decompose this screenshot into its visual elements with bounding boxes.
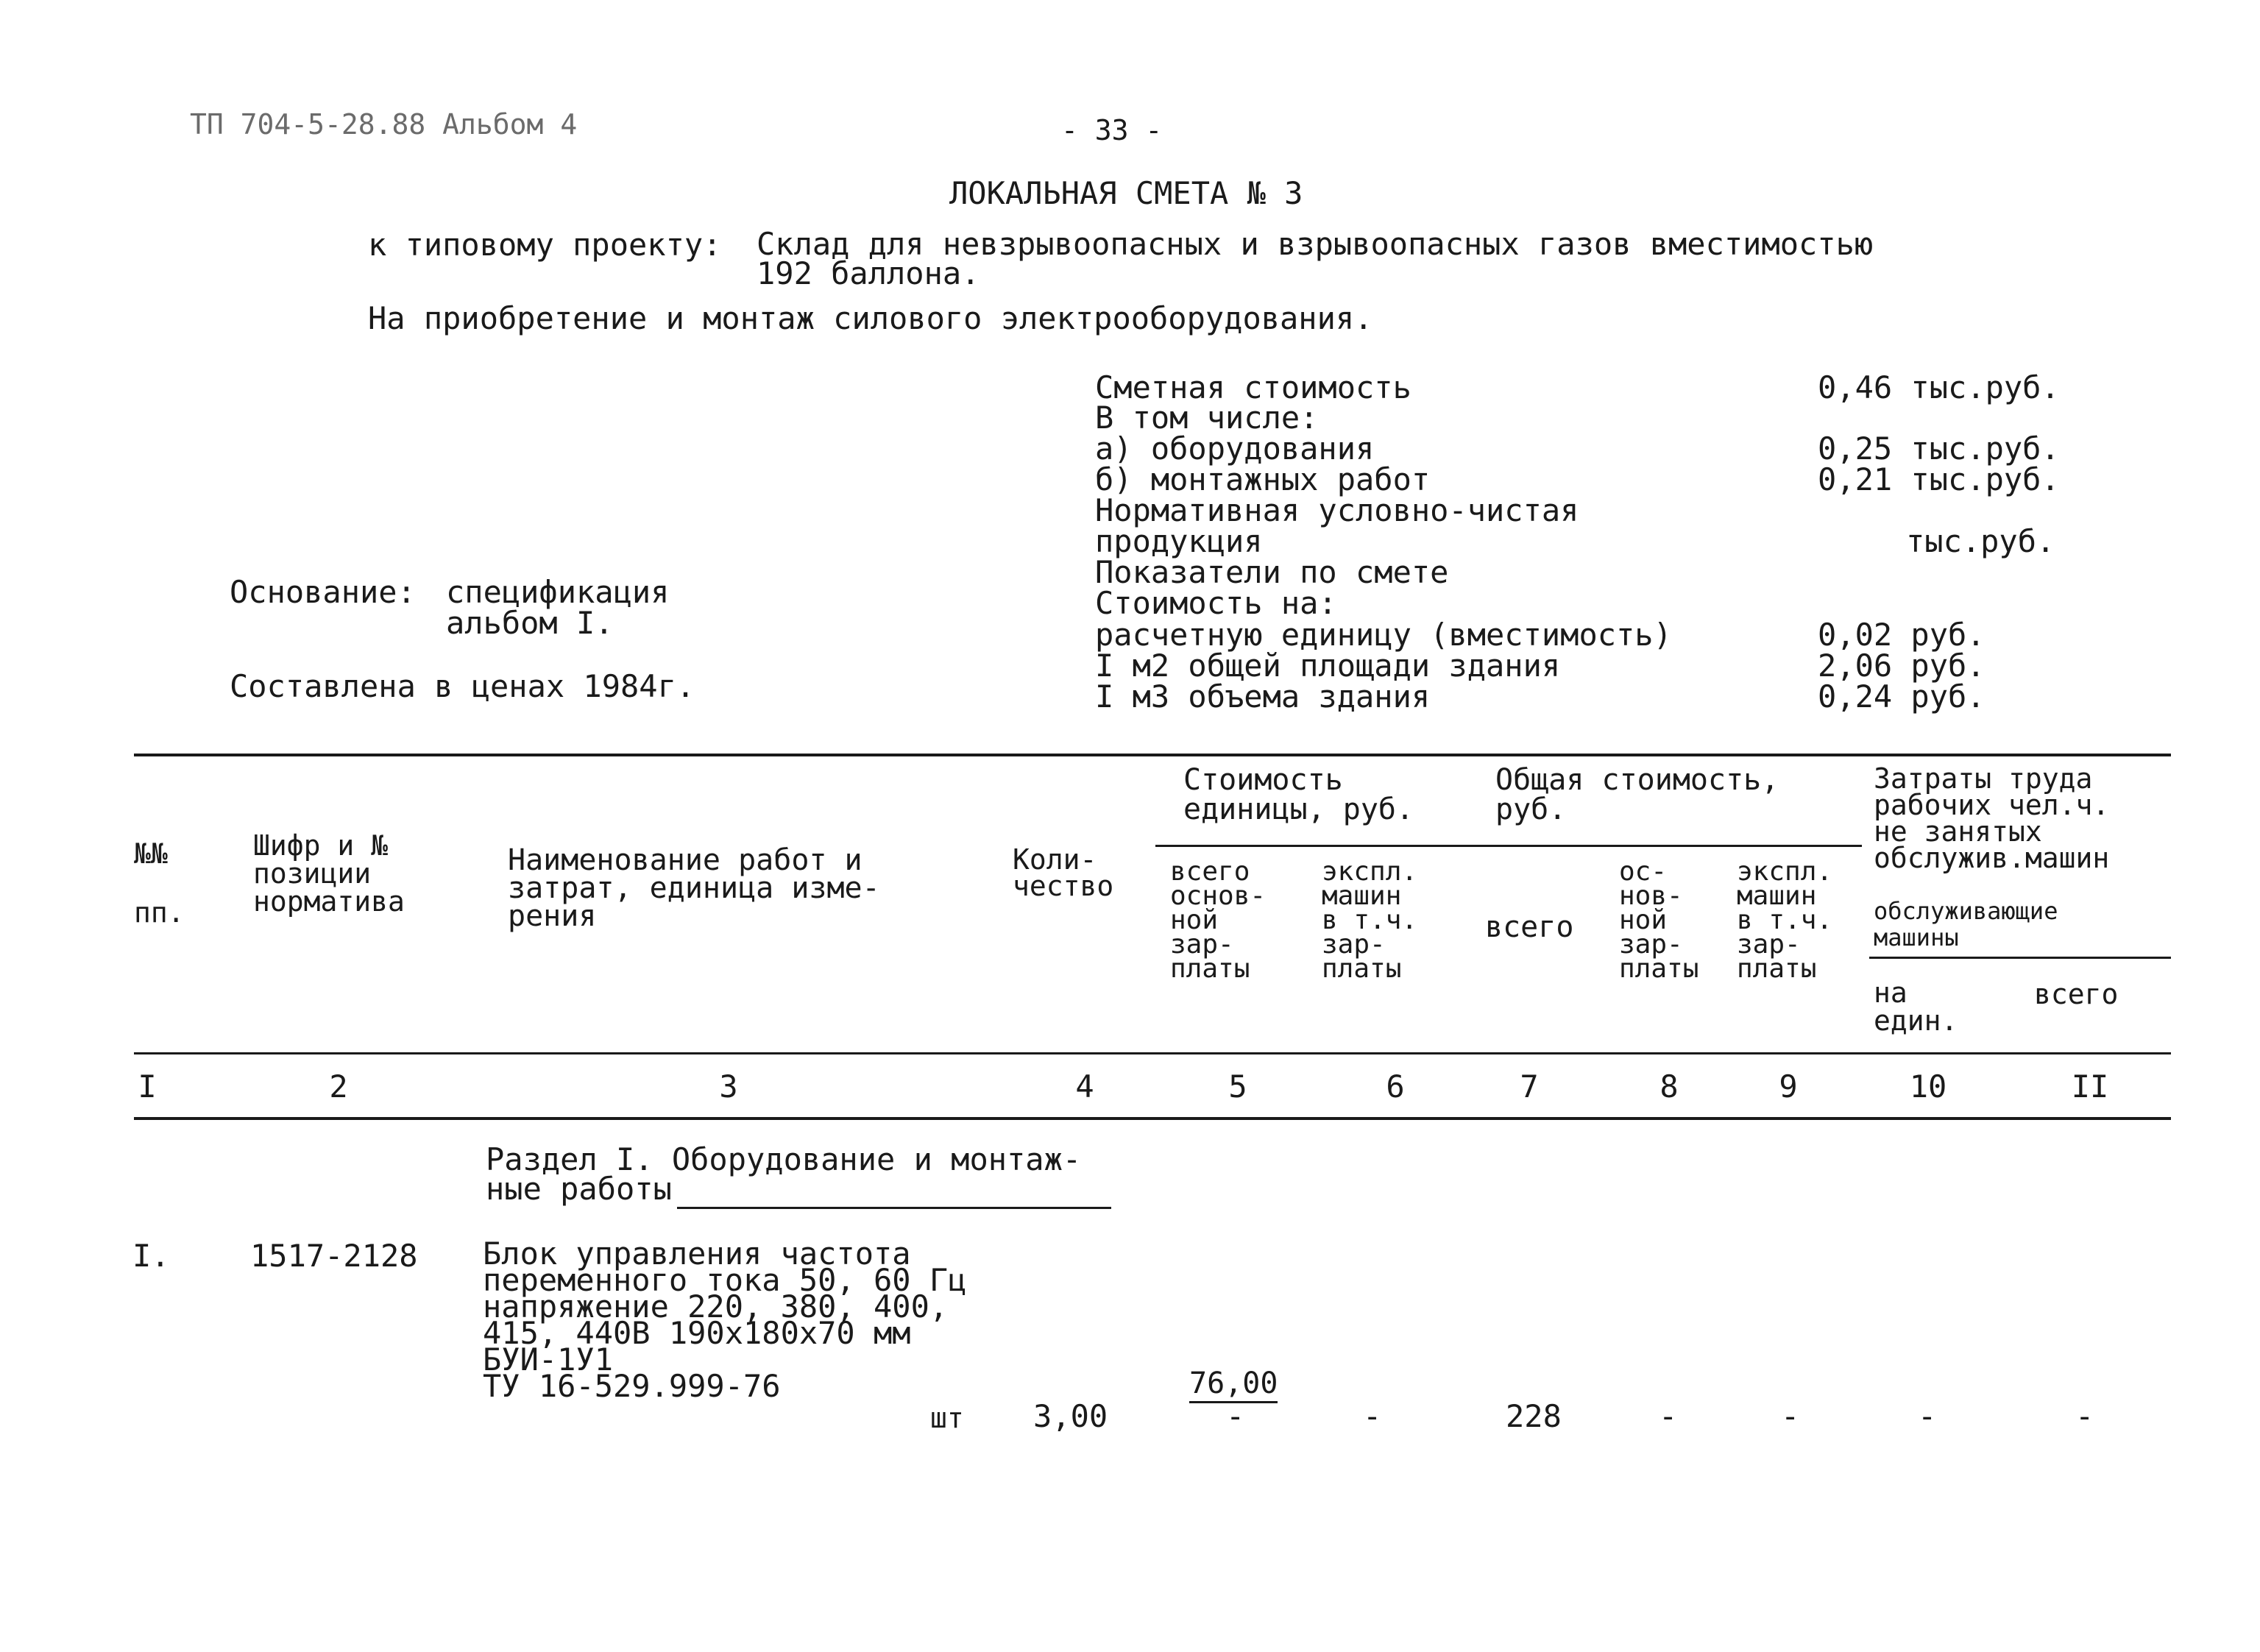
summary-label: расчетную единицу (вместимость)	[1095, 617, 1672, 653]
summary-label: продукция	[1095, 523, 1263, 559]
summary-label: Нормативная условно-чистая	[1095, 492, 1579, 528]
document-title: ЛОКАЛЬНАЯ СМЕТА № 3	[949, 175, 1303, 211]
page-number: - 33 -	[1061, 114, 1163, 146]
header-unit-machines: экспл. машин в т.ч. зар- платы	[1322, 857, 1418, 984]
header-labor: Затраты труда рабочих чел.ч. не занятых обслужив.машин	[1874, 762, 2110, 874]
row-unit-cost: 76,00	[1189, 1369, 1278, 1403]
column-number: 10	[1909, 1068, 1947, 1105]
compiled-prices: Составлена в ценах 1984г.	[230, 668, 695, 704]
project-description: Склад для невзрывоопасных и взрывоопасных газов вместимостью 192 баллона.	[757, 226, 1874, 291]
row-name: Блок управления частота переменного тока 50, 60 Гц напряжение 220, 380, 400, 415, 440В 190х180х70 мм БУИ-1У1 ТУ 16-529.999-76	[483, 1236, 967, 1404]
column-number-rule	[134, 1117, 2171, 1120]
basis-label: Основание:	[230, 574, 416, 610]
row-quantity: 3,00	[1033, 1398, 1108, 1434]
header-total-all: всего	[1485, 910, 1574, 944]
header-total-base-pay: ос- нов- ной зар- платы	[1619, 857, 1699, 984]
header-name: Наименование работ и затрат, единица изме- рения	[508, 843, 880, 933]
row-code: 1517-2128	[250, 1238, 418, 1274]
column-number: 9	[1779, 1068, 1798, 1105]
basis-text: спецификация альбом I.	[446, 574, 670, 641]
summary-label: В том числе:	[1095, 400, 1319, 436]
column-number: 8	[1659, 1068, 1679, 1105]
row-unit-machines: -	[1363, 1398, 1382, 1434]
header-unit-base-pay: всего основ- ной зар- платы	[1170, 857, 1267, 984]
column-number: I	[138, 1068, 157, 1105]
summary-value: тыс.руб.	[1906, 523, 2055, 559]
estimate-purpose: На приобретение и монтаж силового электрооборудования.	[368, 300, 1373, 336]
summary-value: 2,06 руб.	[1818, 648, 1986, 684]
row-total: 228	[1506, 1398, 1562, 1434]
header-num: №№ пп.	[134, 837, 185, 929]
summary-value: 0,02 руб.	[1818, 617, 1986, 653]
header-code: Шифр и № позиции норматива	[253, 829, 405, 918]
column-number: 4	[1075, 1068, 1094, 1105]
summary-label: I м3 объема здания	[1095, 678, 1431, 715]
summary-label: Стоимость на:	[1095, 585, 1337, 621]
subheader-rule	[1155, 845, 1862, 847]
header-total-machines: экспл. машин в т.ч. зар- платы	[1737, 857, 1833, 984]
header-quantity: Коли- чество	[1013, 843, 1114, 902]
document-reference: ТП 704-5-28.88 Альбом 4	[190, 108, 578, 141]
header-total-cost: Общая стоимость, руб.	[1495, 763, 1779, 826]
column-number: 2	[329, 1068, 348, 1105]
section-underline	[677, 1207, 1111, 1209]
summary-label: Показатели по смете	[1095, 554, 1449, 590]
row-unit-base-pay: -	[1226, 1398, 1245, 1434]
project-prefix: к типовому проекту:	[368, 227, 722, 263]
summary-label: б) монтажных работ	[1095, 461, 1431, 497]
summary-label: I м2 общей площади здания	[1095, 648, 1561, 684]
labor-subheader-rule	[1869, 957, 2171, 959]
header-labor-total: всего	[2034, 978, 2119, 1010]
table-top-rule	[134, 754, 2171, 756]
header-labor-sub: обслуживающие машины	[1874, 897, 2058, 951]
summary-value: 0,46 тыс.руб.	[1818, 369, 2060, 405]
row-number: I.	[132, 1238, 170, 1274]
summary-value: 0,25 тыс.руб.	[1818, 430, 2060, 467]
summary-label: Сметная стоимость	[1095, 369, 1411, 405]
summary-value: 0,24 руб.	[1818, 678, 1986, 715]
section-title: Раздел I. Оборудование и монтаж- ные работы	[486, 1141, 1082, 1207]
header-labor-per-unit: на един.	[1874, 976, 1958, 1037]
row-labor-total: -	[2075, 1398, 2094, 1434]
header-unit-cost: Стоимость единицы, руб.	[1183, 763, 1414, 826]
summary-value: 0,21 тыс.руб.	[1818, 461, 2060, 497]
row-labor-per-unit: -	[1918, 1398, 1937, 1434]
column-number: 5	[1228, 1068, 1247, 1105]
row-total-base-pay: -	[1659, 1398, 1678, 1434]
row-unit: шт	[930, 1402, 964, 1434]
column-number: 3	[719, 1068, 738, 1105]
column-number: 6	[1386, 1068, 1405, 1105]
row-total-machines: -	[1781, 1398, 1800, 1434]
column-number: 7	[1520, 1068, 1539, 1105]
column-number: II	[2071, 1068, 2109, 1105]
header-bottom-rule	[134, 1052, 2171, 1054]
summary-label: а) оборудования	[1095, 430, 1375, 467]
